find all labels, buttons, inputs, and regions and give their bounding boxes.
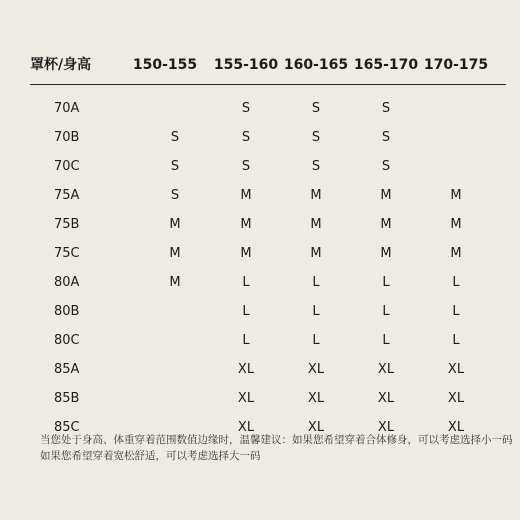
advice-line-2: 如果您希望穿着宽松舒适，可以考虑选择大一码 (40, 450, 261, 462)
size-cell: L (312, 333, 320, 348)
size-cell: S (170, 188, 180, 203)
header-165-170: 165-170 (353, 57, 419, 73)
size-cell: S (311, 130, 321, 145)
cup-label: 70C (54, 159, 80, 174)
size-cell: M (380, 217, 392, 232)
cup-label: 80B (54, 304, 80, 319)
size-cell: M (240, 188, 252, 203)
size-cell: XL (447, 420, 465, 435)
cup-label: 75A (54, 188, 80, 203)
size-cell: XL (377, 362, 395, 377)
cup-label: 80C (54, 333, 80, 348)
size-cell: L (382, 275, 390, 290)
table-row (0, 297, 520, 327)
size-cell (140, 94, 210, 124)
header-divider (30, 84, 506, 85)
size-cell: XL (447, 391, 465, 406)
header-155-160: 155-160 (213, 57, 279, 73)
size-cell: S (381, 159, 391, 174)
size-cell: L (452, 304, 460, 319)
size-cell: XL (307, 420, 325, 435)
size-cell: M (310, 188, 322, 203)
size-cell: M (169, 246, 181, 261)
size-cell: M (169, 275, 181, 290)
size-cell: M (240, 217, 252, 232)
table-row (0, 239, 520, 269)
size-cell: L (382, 333, 390, 348)
table-row (0, 94, 520, 124)
size-cell: L (312, 304, 320, 319)
size-cell: L (242, 333, 250, 348)
size-cell (420, 123, 492, 153)
cup-label: 85C (54, 420, 80, 435)
size-cell: S (381, 130, 391, 145)
size-cell: L (312, 275, 320, 290)
advice-line-1: 当您处于身高、体重穿着范围数值边缘时，温馨建议：如果您希望穿着合体修身，可以考虑选择小一码 (40, 434, 513, 446)
size-cell: S (311, 101, 321, 116)
table-row (0, 152, 520, 182)
size-cell: M (450, 188, 462, 203)
table-row (0, 210, 520, 240)
size-cell: S (241, 130, 251, 145)
table-row (0, 268, 520, 298)
table-row (0, 326, 520, 356)
size-cell: L (242, 304, 250, 319)
table-row (0, 355, 520, 385)
size-cell (140, 384, 210, 414)
size-cell: XL (237, 391, 255, 406)
header-150-155: 150-155 (132, 57, 198, 73)
size-cell (140, 326, 210, 356)
size-cell: XL (307, 362, 325, 377)
size-cell: L (382, 304, 390, 319)
size-cell: M (380, 246, 392, 261)
size-cell (140, 297, 210, 327)
size-cell: L (452, 275, 460, 290)
cup-label: 85B (54, 391, 80, 406)
cup-label: 70B (54, 130, 80, 145)
size-cell: M (310, 217, 322, 232)
size-cell: XL (307, 391, 325, 406)
size-cell: XL (377, 420, 395, 435)
table-row (0, 384, 520, 414)
size-advice-note (40, 432, 513, 464)
size-cell: XL (237, 362, 255, 377)
size-cell: S (170, 159, 180, 174)
cup-label: 75C (54, 246, 80, 261)
size-cell: S (241, 101, 251, 116)
size-cell: M (380, 188, 392, 203)
size-cell (420, 94, 492, 124)
size-cell: M (240, 246, 252, 261)
cup-label: 70A (54, 101, 80, 116)
size-cell: L (452, 333, 460, 348)
header-160-165: 160-165 (283, 57, 349, 73)
size-cell: S (170, 130, 180, 145)
table-row (0, 123, 520, 153)
cup-label: 75B (54, 217, 80, 232)
size-cell: S (241, 159, 251, 174)
header-170-175: 170-175 (423, 57, 489, 73)
size-cell: XL (377, 391, 395, 406)
cup-label: 80A (54, 275, 80, 290)
table-header (30, 50, 506, 80)
size-cell: L (242, 275, 250, 290)
size-cell: S (311, 159, 321, 174)
cup-label: 85A (54, 362, 80, 377)
size-cell: M (310, 246, 322, 261)
size-cell (140, 355, 210, 385)
size-cell: M (450, 217, 462, 232)
size-cell: S (381, 101, 391, 116)
corner-label: 罩杯/身高 (30, 57, 92, 73)
table-row (0, 181, 520, 211)
size-cell: XL (447, 362, 465, 377)
size-cell: M (169, 217, 181, 232)
size-cell (420, 152, 492, 182)
size-cell: M (450, 246, 462, 261)
size-cell: XL (237, 420, 255, 435)
